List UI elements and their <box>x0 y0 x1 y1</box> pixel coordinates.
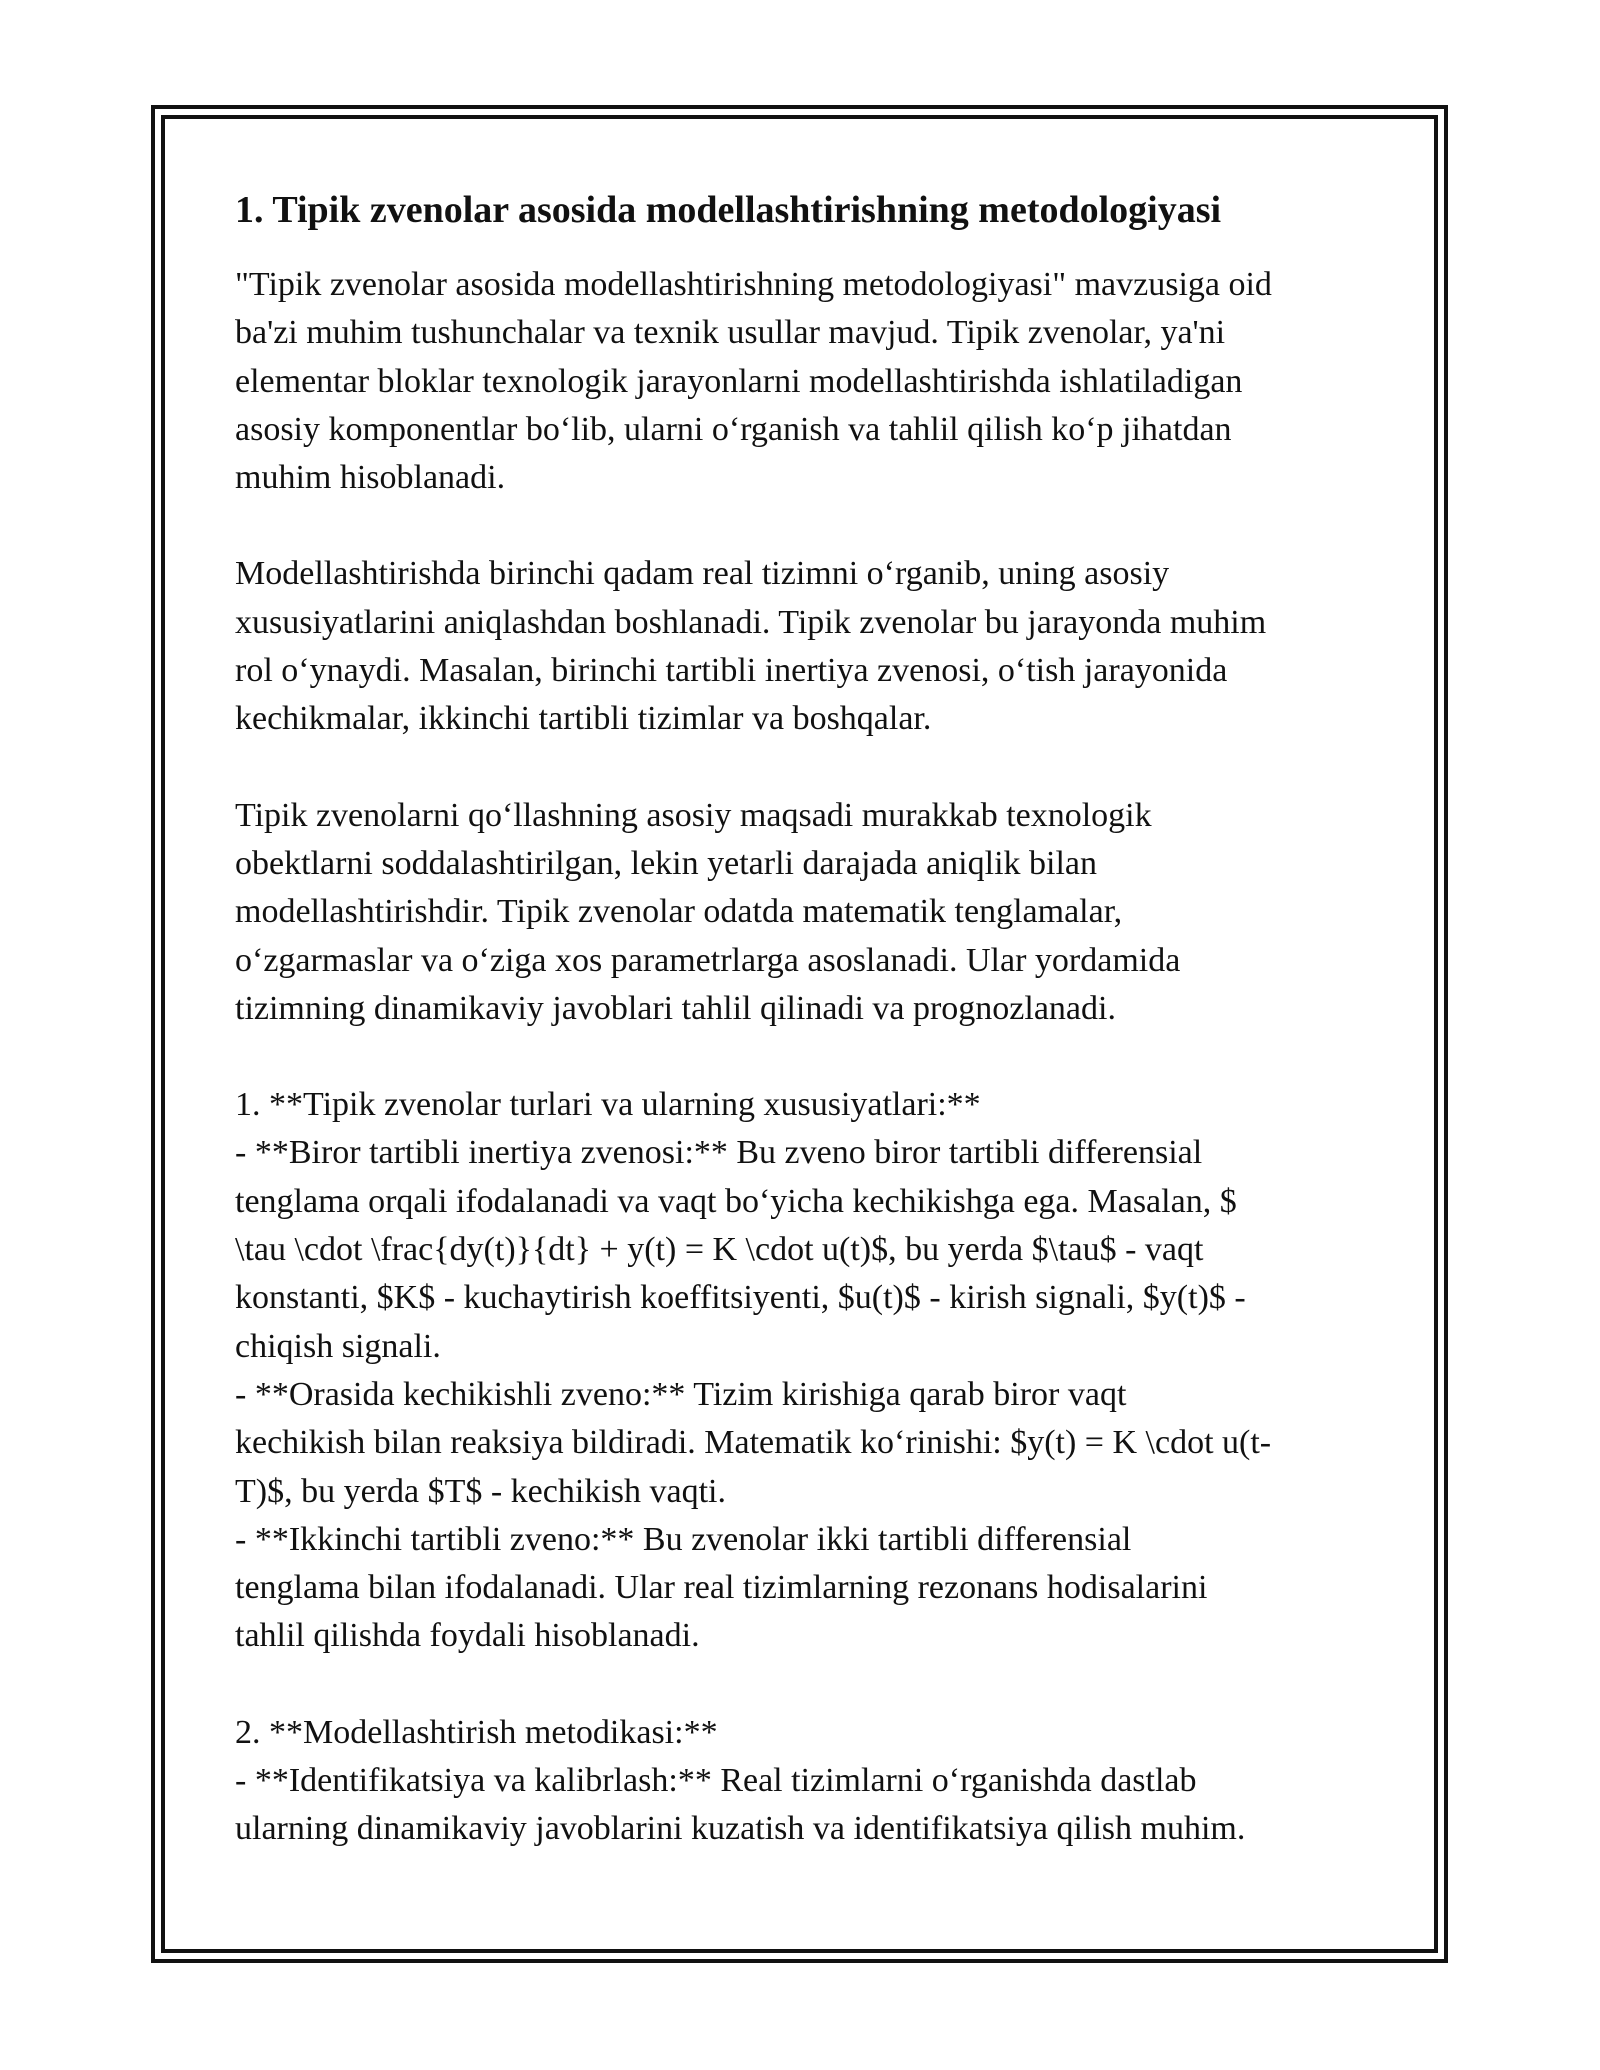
paragraph-first-step: Modellashtirishda birinchi qadam real tizimni o‘rganib, uning asosiy xususiyatlarini aniqlashdan boshlanadi. Tipik zvenolar bu jarayonda muhim rol o‘ynaydi. Masalan, birinchi tartibli inertiya zvenosi, o‘tish jarayonida kechikmalar, ikkinchi tartibli tizimlar va boshqalar. <box>235 555 1267 738</box>
paragraph-purpose: Tipik zvenolarni qo‘llashning asosiy maqsadi murakkab texnologik obektlarni soddalashtirilgan, lekin yetarli darajada aniqlik bilan modellashtirishdir. Tipik zvenolar odatda matematik tenglamalar, o‘zgarmaslar va o‘ziga xos parametrlarga asoslanadi. Ular yordamida tizimning dinamikaviy javoblari tahlil qilinadi va prognozlanadi. <box>235 796 1181 1027</box>
list-zveno-types: 1. **Tipik zvenolar turlari va ularning xususiyatlari:** - **Biror tartibli inertiya zvenosi:** Bu zveno biror tartibli differensial tenglama orqali ifodalanadi va vaqt bo‘yicha kechikishga ega. Masalan, $ \tau \cdot \frac{dy(t)}{dt} + y(t) = K \cdot u(t)$, bu yerda $\tau$ - vaqt konstanti, $K$ - kuchaytirish koeffitsiyenti, $u(t)$ - kirish signali, $y(t)$ - chiqish signali. - **Orasida kechikishli zveno:** Tizim kirishiga qarab biror vaqt kechikish bilan reaksiya bildiradi. Matematik ko‘rinishi: $y(t) = K \cdot u(t- T)$, bu yerda $T$ - kechikish vaqti. - **Ikkinchi tartibli zveno:** Bu zvenolar ikki tartibli differensial tenglama bilan ifodalanadi. Ular real tizimlarning rezonans hodisalarini tahlil qilishda foydali hisoblanadi. <box>235 1086 1272 1655</box>
document-body <box>235 188 1375 1854</box>
section-title: 1. Tipik zvenolar asosida modellashtirishning metodologiyasi <box>235 189 1222 231</box>
paragraph-intro: "Tipik zvenolar asosida modellashtirishning metodologiyasi" mavzusiga oid ba'zi muhim tushunchalar va texnik usullar mavjud. Tipik zvenolar, ya'ni elementar bloklar texnologik jarayonlarni modellashtirishda ishlatiladigan asosiy komponentlar bo‘lib, ularni o‘rganish va tahlil qilish ko‘p jihatdan muhim hisoblanadi. <box>235 266 1272 497</box>
list-methodology: 2. **Modellashtirish metodikasi:** - **Identifikatsiya va kalibrlash:** Real tizimlarni o‘rganishda dastlab ularning dinamikaviy javoblarini kuzatish va identifikatsiya qilish muhim. <box>235 1713 1246 1848</box>
